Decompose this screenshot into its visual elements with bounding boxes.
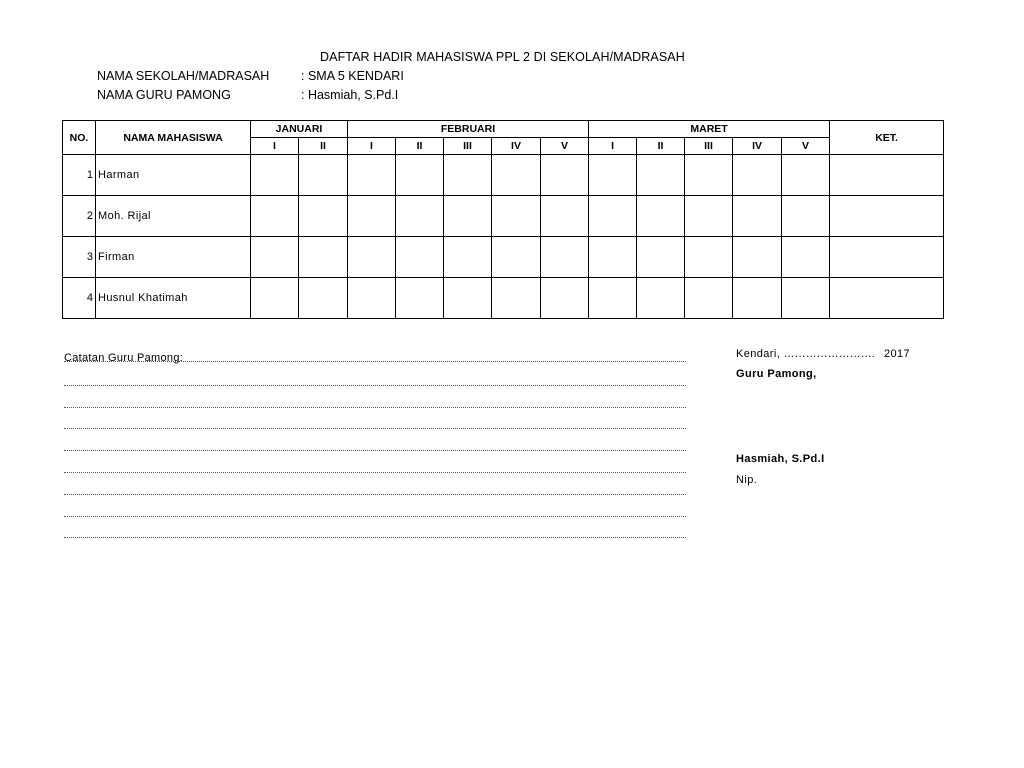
school-label: NAMA SEKOLAH/MADRASAH	[97, 69, 270, 83]
ket-cell[interactable]	[830, 278, 944, 319]
notes-label: Catatan Guru Pamong:	[64, 352, 184, 364]
notes-line[interactable]	[64, 386, 686, 408]
attendance-cell[interactable]	[396, 155, 444, 196]
attendance-cell[interactable]	[589, 237, 637, 278]
week-header: V	[541, 138, 589, 155]
attendance-cell[interactable]	[637, 155, 685, 196]
ket-cell[interactable]	[830, 196, 944, 237]
attendance-cell[interactable]	[541, 196, 589, 237]
attendance-cell[interactable]	[348, 155, 396, 196]
month-header: JANUARI	[251, 121, 348, 138]
row-number: 1	[63, 155, 96, 196]
attendance-cell[interactable]	[685, 155, 733, 196]
table-row	[63, 155, 944, 196]
attendance-cell[interactable]	[396, 237, 444, 278]
notes-line[interactable]	[64, 451, 686, 473]
student-name: Husnul Khatimah	[96, 278, 251, 319]
notes-line[interactable]	[64, 429, 686, 451]
month-header: MARET	[589, 121, 830, 138]
ket-cell[interactable]	[830, 237, 944, 278]
week-header: II	[396, 138, 444, 155]
attendance-cell[interactable]	[733, 278, 782, 319]
attendance-cell[interactable]	[733, 155, 782, 196]
notes-line[interactable]	[64, 473, 686, 495]
attendance-cell[interactable]	[733, 237, 782, 278]
attendance-cell[interactable]	[589, 155, 637, 196]
attendance-cell[interactable]	[541, 237, 589, 278]
signature-role: Guru Pamong,	[736, 368, 817, 380]
attendance-cell[interactable]	[685, 237, 733, 278]
attendance-cell[interactable]	[685, 278, 733, 319]
attendance-table	[62, 120, 944, 319]
week-header: V	[782, 138, 830, 155]
week-header: I	[589, 138, 637, 155]
attendance-cell[interactable]	[444, 237, 492, 278]
document-title: DAFTAR HADIR MAHASISWA PPL 2 DI SEKOLAH/MADRASAH	[320, 50, 685, 64]
attendance-cell[interactable]	[299, 196, 348, 237]
school-value: : SMA 5 KENDARI	[301, 69, 404, 83]
signature-date-dots: …………………….	[783, 348, 875, 360]
week-header: III	[685, 138, 733, 155]
attendance-cell[interactable]	[299, 155, 348, 196]
attendance-cell[interactable]	[782, 155, 830, 196]
notes-line[interactable]	[64, 495, 686, 517]
signature-year: 2017	[884, 348, 911, 360]
teacher-value: : Hasmiah, S.Pd.I	[301, 88, 399, 102]
signature-place-date	[736, 348, 911, 360]
table-row	[63, 196, 944, 237]
attendance-cell[interactable]	[348, 196, 396, 237]
row-number: 2	[63, 196, 96, 237]
attendance-cell[interactable]	[396, 196, 444, 237]
week-header: IV	[492, 138, 541, 155]
student-name: Moh. Rijal	[96, 196, 251, 237]
attendance-cell[interactable]	[637, 278, 685, 319]
ket-cell[interactable]	[830, 155, 944, 196]
attendance-cell[interactable]	[492, 155, 541, 196]
row-number: 4	[63, 278, 96, 319]
notes-line[interactable]	[64, 517, 686, 539]
signature-place: Kendari,	[736, 348, 781, 360]
col-header-ket: KET.	[830, 121, 944, 155]
week-header: II	[637, 138, 685, 155]
attendance-cell[interactable]	[589, 278, 637, 319]
attendance-cell[interactable]	[782, 278, 830, 319]
attendance-cell[interactable]	[685, 196, 733, 237]
school-info	[97, 69, 404, 83]
notes-line[interactable]	[64, 408, 686, 430]
notes-first-line	[64, 348, 686, 362]
week-header: I	[348, 138, 396, 155]
teacher-label: NAMA GURU PAMONG	[97, 88, 231, 102]
attendance-cell[interactable]	[299, 278, 348, 319]
col-header-no: NO.	[63, 121, 96, 155]
attendance-cell[interactable]	[589, 196, 637, 237]
attendance-cell[interactable]	[492, 278, 541, 319]
attendance-cell[interactable]	[637, 237, 685, 278]
student-name: Harman	[96, 155, 251, 196]
signature-name: Hasmiah, S.Pd.I	[736, 453, 825, 465]
attendance-cell[interactable]	[444, 278, 492, 319]
week-header: II	[299, 138, 348, 155]
attendance-cell[interactable]	[396, 278, 444, 319]
teacher-info	[97, 88, 398, 102]
week-header: III	[444, 138, 492, 155]
attendance-cell[interactable]	[299, 237, 348, 278]
attendance-cell[interactable]	[782, 237, 830, 278]
notes-line[interactable]	[64, 364, 686, 386]
attendance-cell[interactable]	[251, 278, 299, 319]
signature-nip: Nip.	[736, 474, 758, 486]
week-header: I	[251, 138, 299, 155]
month-header: FEBRUARI	[348, 121, 589, 138]
col-header-name: NAMA MAHASISWA	[96, 121, 251, 155]
attendance-cell[interactable]	[251, 237, 299, 278]
row-number: 3	[63, 237, 96, 278]
attendance-cell[interactable]	[348, 278, 396, 319]
table-row	[63, 237, 944, 278]
attendance-cell[interactable]	[348, 237, 396, 278]
student-name: Firman	[96, 237, 251, 278]
attendance-cell[interactable]	[444, 196, 492, 237]
attendance-cell[interactable]	[541, 155, 589, 196]
table-row	[63, 278, 944, 319]
attendance-cell[interactable]	[782, 196, 830, 237]
attendance-cell[interactable]	[733, 196, 782, 237]
attendance-cell[interactable]	[541, 278, 589, 319]
attendance-cell[interactable]	[251, 196, 299, 237]
attendance-cell[interactable]	[444, 155, 492, 196]
attendance-cell[interactable]	[492, 196, 541, 237]
attendance-cell[interactable]	[251, 155, 299, 196]
attendance-cell[interactable]	[492, 237, 541, 278]
attendance-cell[interactable]	[637, 196, 685, 237]
week-header: IV	[733, 138, 782, 155]
